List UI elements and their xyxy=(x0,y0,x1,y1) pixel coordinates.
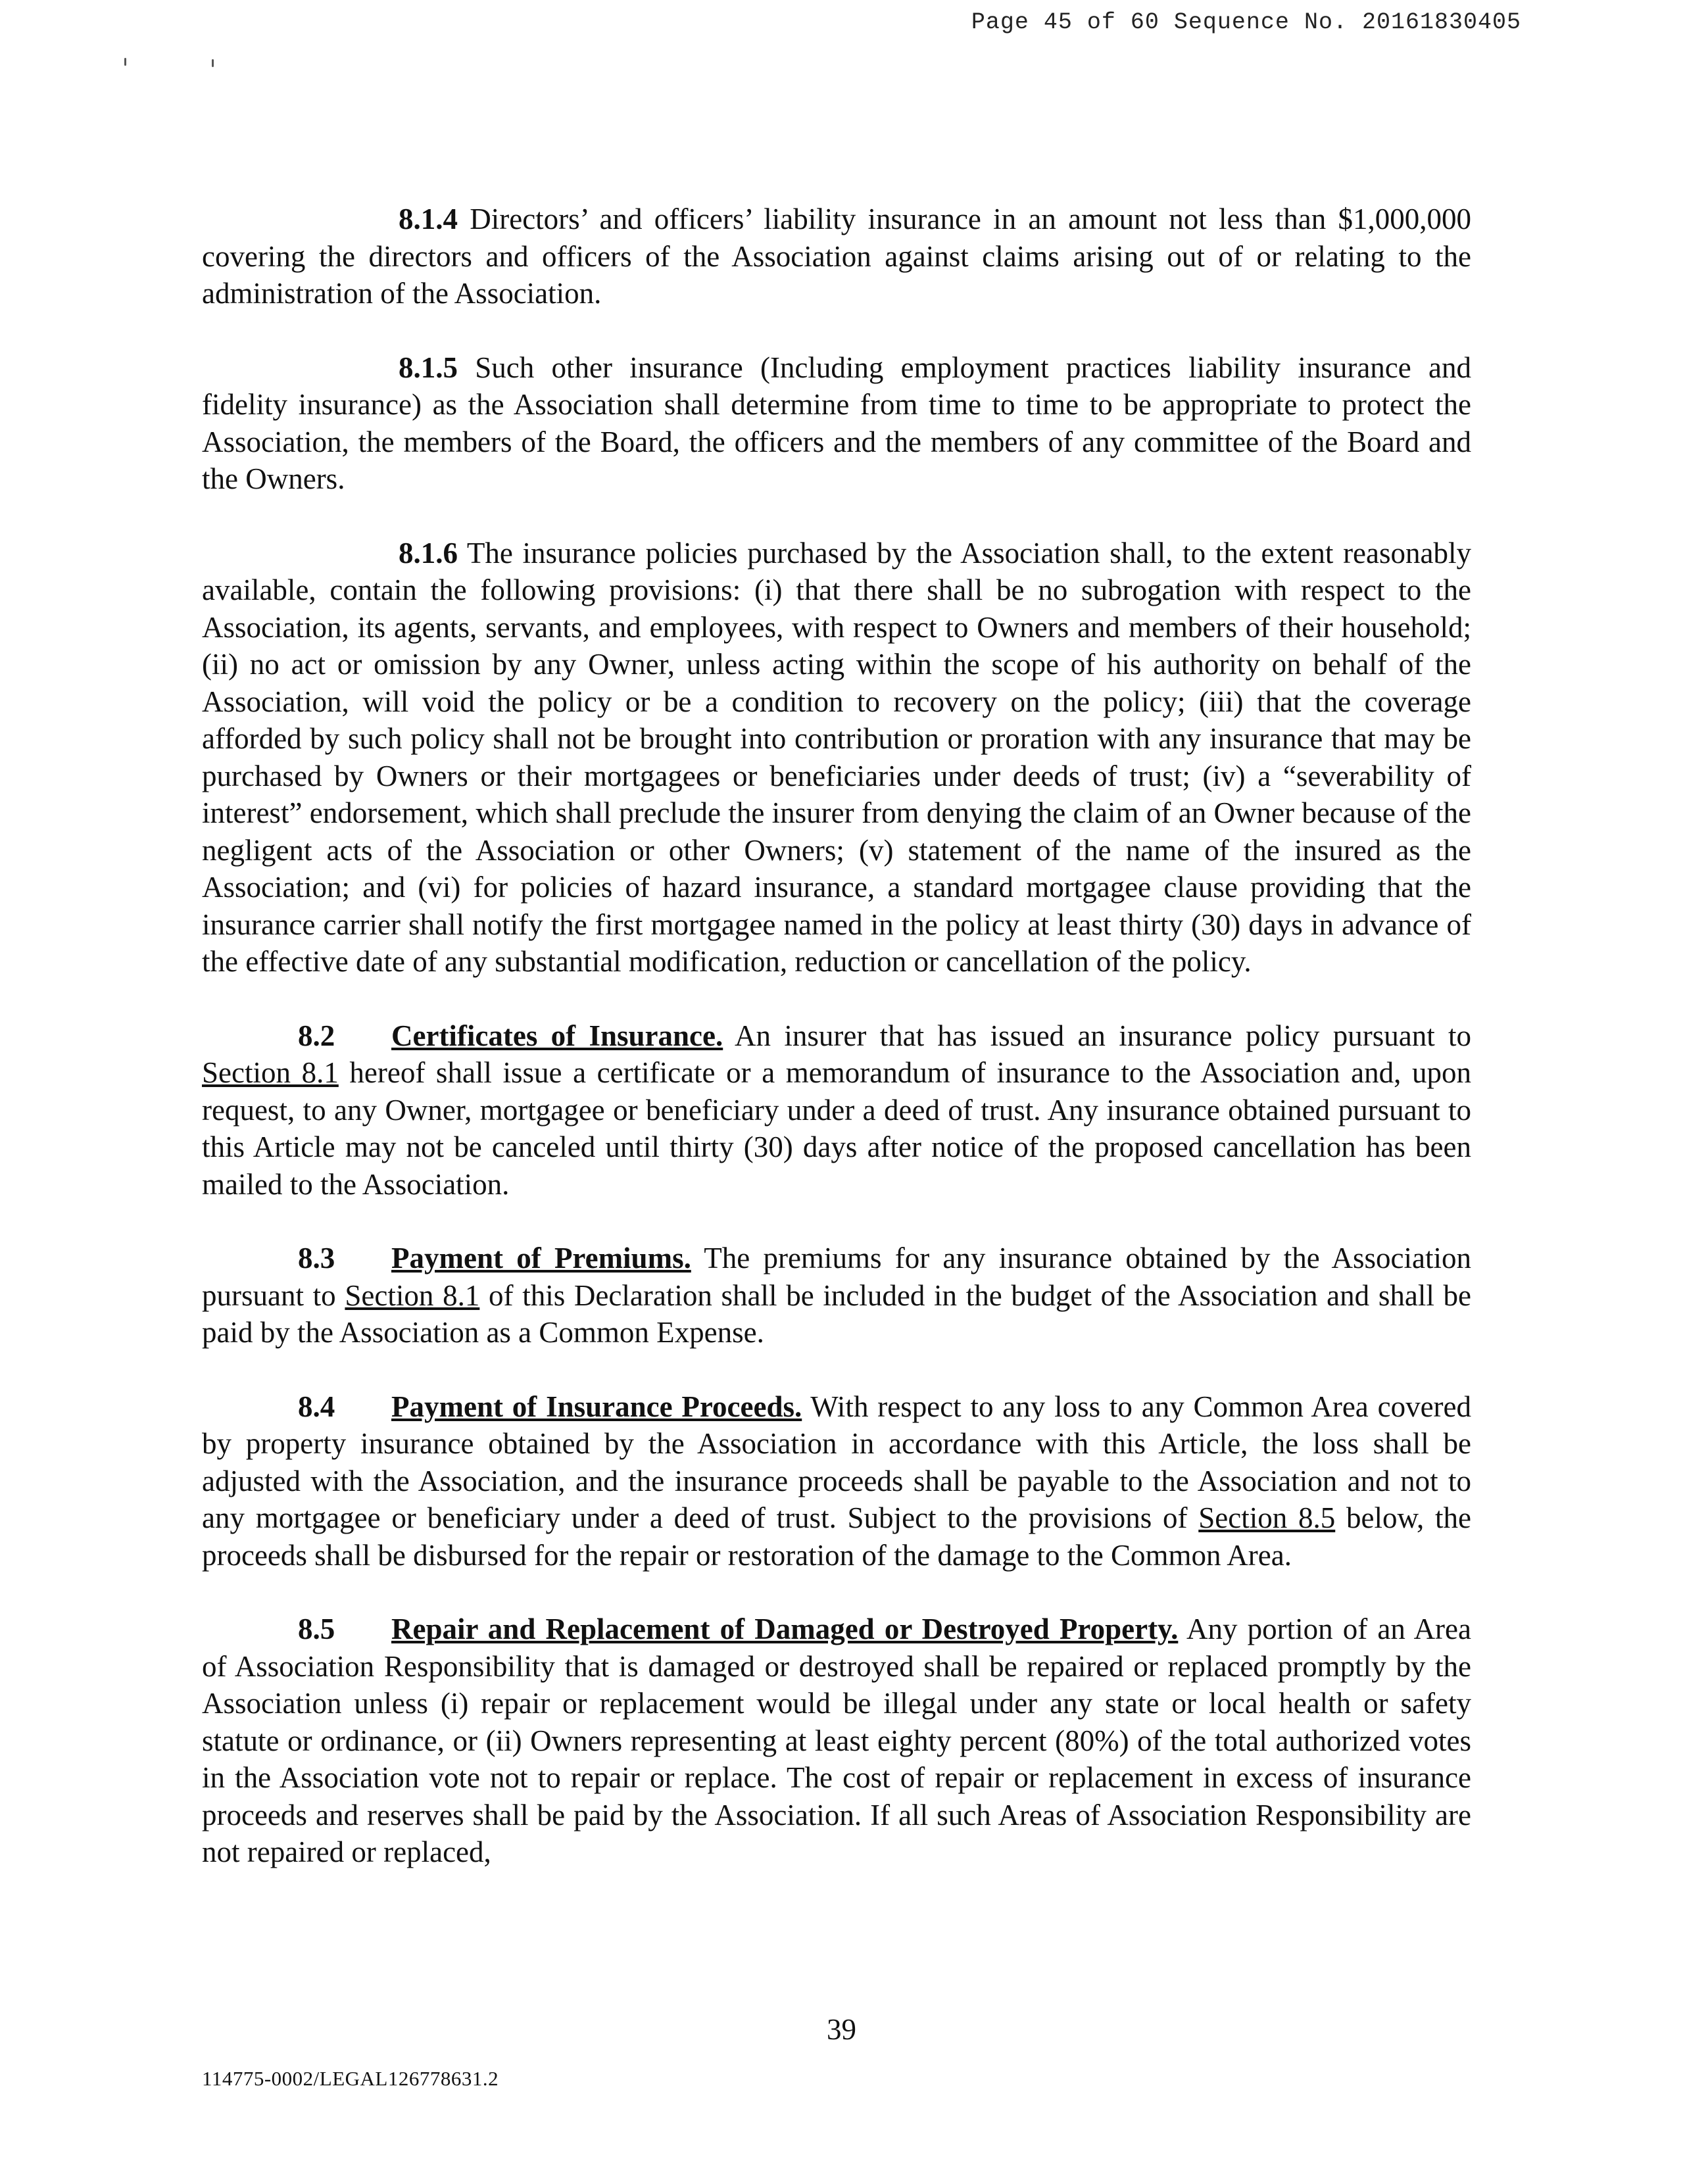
scan-speck xyxy=(212,59,214,67)
section-number: 8.2 xyxy=(298,1019,335,1052)
section-8-1-5 xyxy=(202,349,1471,498)
section-text: Any portion of an Area of Association Responsibility that is damaged or destroyed shall be repaired or replaced promptly by the Association unless (i) repair or replacement would be illegal under any state or local health or safety statute or ordinance, or (ii) Owners representing at least eighty percent (80%) of the total authorized votes in the Association vote not to repair or replace. The cost of repair or replacement in excess of insurance proceeds and reserves shall be paid by the Association. If all such Areas of Association Responsibility are not repaired or replaced, xyxy=(202,1613,1471,1868)
document-body xyxy=(202,201,1471,1908)
section-text: Directors’ and officers’ liability insurance in an amount not less than $1,000,000 covering the directors and officers of the Association against claims arising out of or relating to the administration of the Association. xyxy=(202,203,1471,310)
section-8-4 xyxy=(202,1388,1471,1574)
page-number: 39 xyxy=(827,2013,856,2046)
section-text: below, the proceeds shall be disbursed for the repair or restoration of the damage to the Common Area. xyxy=(202,1501,1472,1572)
section-text: of this Declaration shall be included in the budget of the Association and shall be paid by the Association as a Common Expense. xyxy=(202,1278,1471,1349)
document-id: 114775-0002/LEGAL126778631.2 xyxy=(202,2067,499,2090)
section-number: 8.3 xyxy=(298,1242,335,1274)
section-8-1-4 xyxy=(202,201,1471,312)
section-8-2 xyxy=(202,1017,1471,1203)
section-number: 8.1.4 xyxy=(399,203,458,235)
section-reference: Section 8.1 xyxy=(345,1278,480,1312)
section-text: Such other insurance (Including employment practices liability insurance and fidelity insurance) as the Association shall determine from time to time to be appropriate to protect the Association, the members of the Board, the officers and the members of any committee of the Board and the Owners. xyxy=(202,351,1471,495)
scan-speck xyxy=(124,58,126,66)
section-title: Repair and Replacement of Damaged or Destroyed Property. xyxy=(391,1613,1179,1645)
section-number: 8.4 xyxy=(298,1390,335,1423)
section-text: With respect to any loss to any Common Area covered by property insurance obtained by the Association in accordance with this Article, the loss shall be adjusted with the Association, and the insurance proceeds shall be payable to the Association and not to any mortgagee or beneficiary under a deed of trust. Subject to the provisions of xyxy=(202,1390,1471,1534)
section-text: The premiums for any insurance obtained by the Association pursuant to xyxy=(202,1242,1471,1312)
section-number: 8.1.6 xyxy=(399,536,458,570)
page-header: Page 45 of 60 Sequence No. 20161830405 xyxy=(971,9,1521,36)
section-text: The insurance policies purchased by the Association shall, to the extent reasonably available, contain the following provisions: (i) that there shall be no subrogation with respect to the Association, its agents, servants, and employees, with respect to Owners and members of their household; (ii) no act or omission by any Owner, unless acting within the scope of his authority on behalf of the Association, will void the policy or be a condition to recovery on the policy; (iii) that the coverage afforded by such policy shall not be brought into contribution or proration with any insurance that may be purchased by Owners or their mortgagees or beneficiaries under deeds of trust; (iv) a “severability of interest” endorsement, which shall preclude the insurer from denying the claim of an Owner because of the negligent acts of the Association or other Owners; (v) statement of the name of the insured as the Association; and (vi) for policies of hazard insurance, a standard mortgagee clause providing that the insurance carrier shall notify the first mortgagee named in the policy at least thirty (30) days in advance of the effective date of any substantial modification, reduction or cancellation of the policy. xyxy=(202,536,1471,978)
section-title: Payment of Premiums. xyxy=(391,1242,691,1274)
section-title: Certificates of Insurance. xyxy=(391,1019,723,1052)
section-8-5 xyxy=(202,1611,1471,1871)
section-8-3 xyxy=(202,1240,1471,1351)
section-title: Payment of Insurance Proceeds. xyxy=(391,1390,802,1423)
section-number: 8.1.5 xyxy=(399,351,458,384)
section-number: 8.5 xyxy=(298,1613,335,1645)
section-reference: Section 8.5 xyxy=(1198,1501,1336,1534)
section-8-1-6 xyxy=(202,535,1471,981)
section-reference: Section 8.1 xyxy=(202,1056,339,1089)
section-text: hereof shall issue a certificate or a memorandum of insurance to the Association and, upon request, to any Owner, mortgagee or beneficiary under a deed of trust. Any insurance obtained pursuant to this Article may not be canceled until thirty (30) days after notice of the proposed cancellation has been mailed to the Association. xyxy=(202,1056,1471,1201)
section-text: An insurer that has issued an insurance policy pursuant to xyxy=(723,1019,1471,1052)
